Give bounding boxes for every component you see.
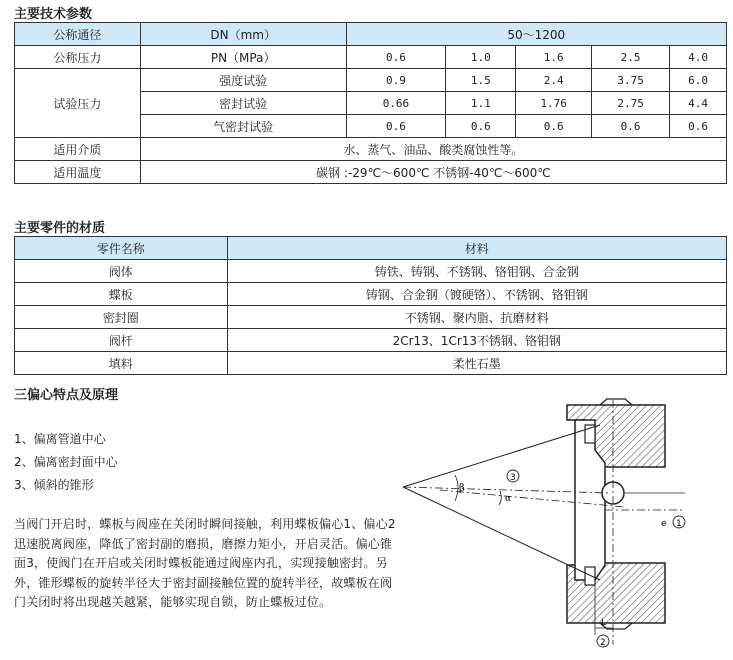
- alpha-label: α: [505, 494, 512, 504]
- table-cell: 碳钢 :-29℃～600℃ 不锈钢-40℃～600℃: [140, 161, 726, 184]
- section-title-materials: 主要零件的材质: [14, 221, 106, 236]
- table-cell: 2.4: [516, 69, 592, 92]
- table-row: [15, 161, 727, 184]
- table-cell: 填料: [15, 352, 228, 375]
- table-cell: 密封试验: [140, 92, 346, 115]
- table-cell: 4.0: [670, 46, 727, 69]
- table-cell: 2Cr13、1Cr13不锈钢、铬钼钢: [227, 329, 726, 352]
- table-cell: 1.1: [446, 92, 516, 115]
- table-row: [15, 306, 727, 329]
- tech-params-table: [14, 22, 727, 184]
- table-cell: DN（mm）: [140, 23, 346, 46]
- table-cell: 1.76: [516, 92, 592, 115]
- table-cell: 公称压力: [15, 46, 141, 69]
- valve-groove-top: [600, 399, 632, 405]
- table-cell: 0.6: [516, 115, 592, 138]
- table-cell: 适用介质: [15, 138, 141, 161]
- table-cell: 公称通径: [15, 23, 141, 46]
- table-row: [15, 69, 727, 92]
- table-row: [15, 260, 727, 283]
- table-cell: 50～1200: [346, 23, 726, 46]
- table-cell: 铸铁、铸钢、不锈钢、铬钼钢、合金钢: [227, 260, 726, 283]
- table-cell: 0.6: [446, 115, 516, 138]
- table-cell: 强度试验: [140, 69, 346, 92]
- section-title-tech-params: 主要技术参数: [14, 7, 93, 22]
- beta-label: β: [459, 483, 465, 494]
- table-cell: 不锈钢、聚内脂、抗磨材料: [227, 306, 726, 329]
- table-cell: PN（MPa）: [140, 46, 346, 69]
- table-cell: 0.9: [346, 69, 446, 92]
- table-row: [15, 283, 727, 306]
- table-cell: 密封圈: [15, 306, 228, 329]
- table-cell: 铸钢、合金钢（镀硬铬）、不锈钢、铬钼钢: [227, 283, 726, 306]
- table-cell: 蝶板: [15, 283, 228, 306]
- table-cell: 0.66: [346, 92, 446, 115]
- table-cell: 1.0: [446, 46, 516, 69]
- offset-2-label: 2: [600, 638, 606, 648]
- triple-offset-diagram: [395, 395, 695, 653]
- table-cell: 3.75: [592, 69, 670, 92]
- table-cell: 4.4: [670, 92, 727, 115]
- list-item: 1、偏离管道中心: [14, 432, 106, 446]
- table-cell: 0.6: [670, 115, 727, 138]
- offset-3-label: 3: [510, 473, 516, 483]
- table-cell: 柔性石墨: [227, 352, 726, 375]
- seal-ring-bottom: [585, 567, 595, 585]
- offset-1-label: 1: [676, 519, 682, 529]
- L-label: L: [601, 618, 607, 628]
- table-cell: 1.5: [446, 69, 516, 92]
- table-cell: 气密封试验: [140, 115, 346, 138]
- table-row: [15, 237, 727, 260]
- table-cell: 试验压力: [15, 69, 141, 138]
- table-cell: 0.6: [346, 46, 446, 69]
- e-label: e: [661, 519, 667, 529]
- table-cell: 水、蒸气、油品、酸类腐蚀性等。: [140, 138, 726, 161]
- table-cell: 0.6: [592, 115, 670, 138]
- table-row: [15, 46, 727, 69]
- list-item: 3、倾斜的锥形: [14, 478, 94, 492]
- table-cell: 阀体: [15, 260, 228, 283]
- table-cell: 材料: [227, 237, 726, 260]
- table-cell: 2.75: [592, 92, 670, 115]
- list-item: 2、偏离密封面中心: [14, 455, 118, 469]
- table-cell: 零件名称: [15, 237, 228, 260]
- offset-list: [14, 428, 118, 497]
- table-row: [15, 352, 727, 375]
- section-title-triple-offset: 三偏心特点及原理: [14, 388, 119, 403]
- table-cell: 0.6: [346, 115, 446, 138]
- table-cell: 2.5: [592, 46, 670, 69]
- principle-paragraph: 当阀门开启时，蝶板与阀座在关闭时瞬间接触，利用蝶板偏心1、偏心2迅速脱离阀座，降低了密封副的磨损，磨擦力矩小，开启灵活。偏心锥面3，使阀门在开启或关闭时蝶板能通过阀座内孔，实现接触密封。另外，锥形蝶板的旋转半径大于密封副接触位置的旋转半径，故蝶板在阀门关闭时将出现越关越紧，能够实现自锁，防止蝶板过位。: [14, 517, 396, 609]
- materials-table: [14, 236, 727, 375]
- table-cell: 阀杆: [15, 329, 228, 352]
- table-cell: 1.6: [516, 46, 592, 69]
- table-row: [15, 329, 727, 352]
- table-cell: 6.0: [670, 69, 727, 92]
- table-cell: 适用温度: [15, 161, 141, 184]
- table-row: [15, 23, 727, 46]
- table-row: [15, 138, 727, 161]
